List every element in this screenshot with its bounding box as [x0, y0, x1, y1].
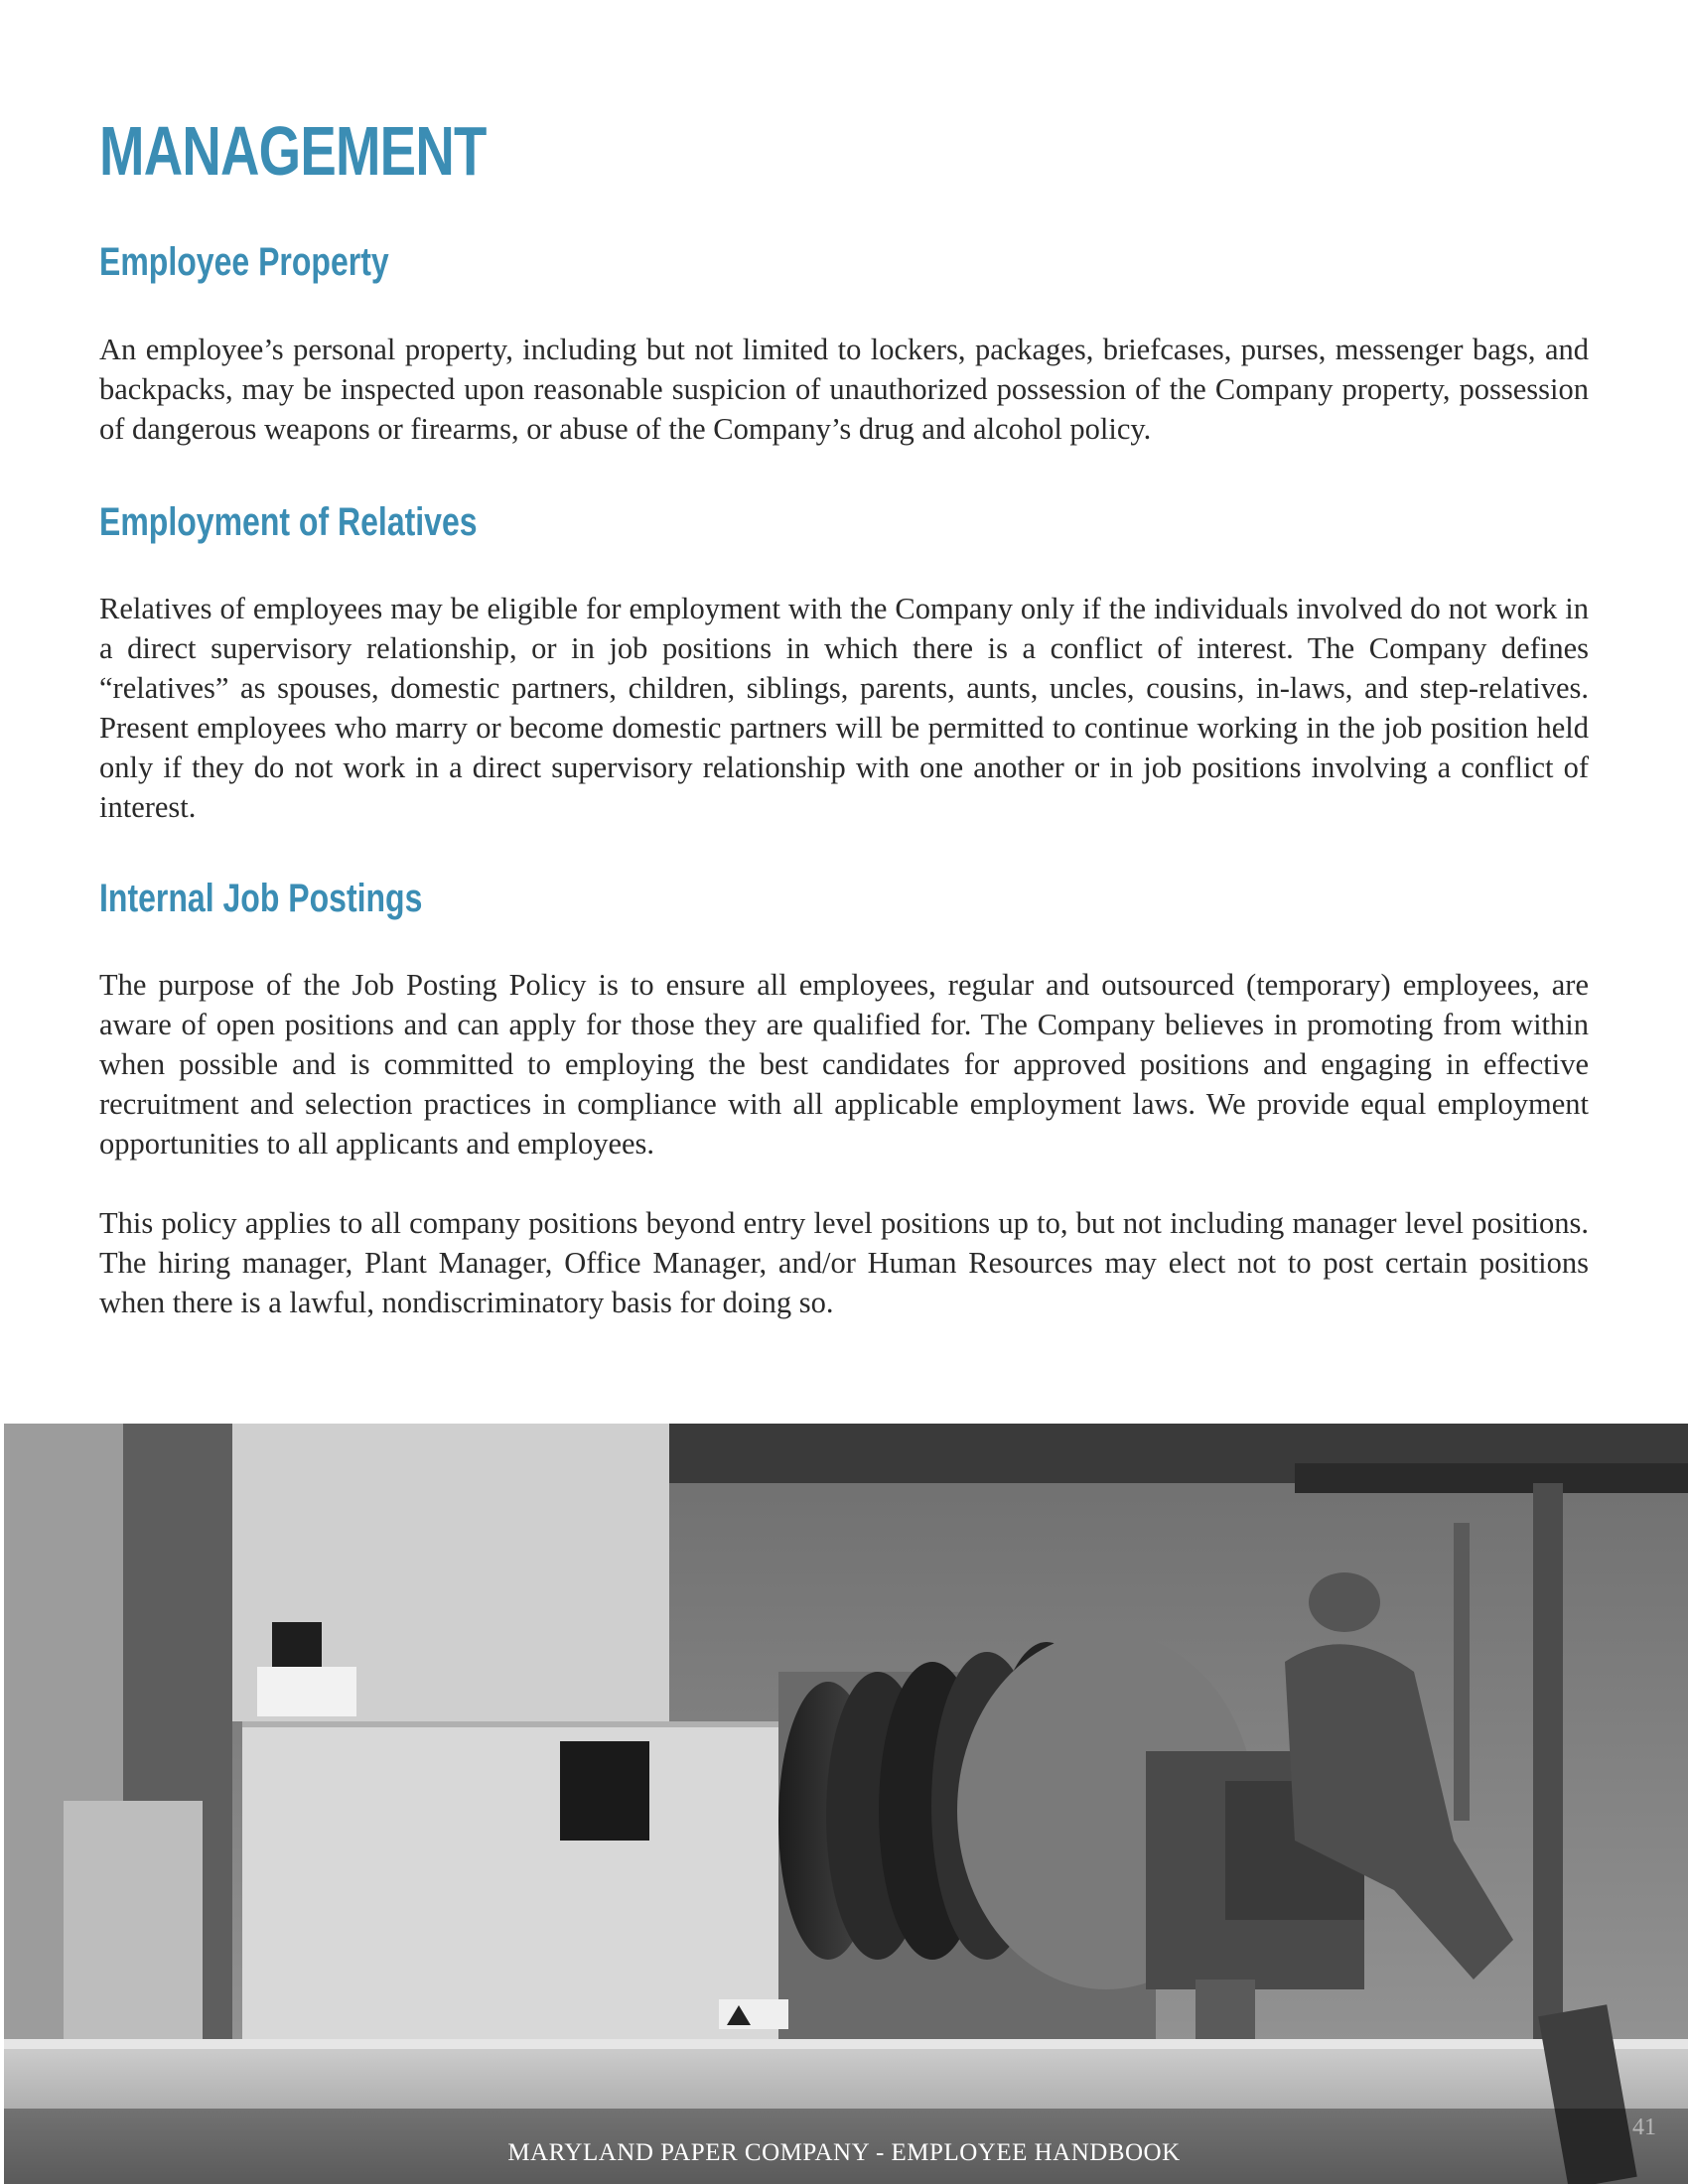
section-heading-internal-job-postings: Internal Job Postings [99, 877, 423, 920]
paragraph-employment-of-relatives: Relatives of employees may be eligible for employment with the Company only if the individuals involved do not work in a direct supervisory relationship, or in job positions in which there is a conflict of interest. The Company defines “relatives” as spouses, domestic partners, children, siblings, parents, aunts, uncles, cousins, in-laws, and step-relatives. Present employees who marry or become domestic partners will be permitted to continue working in the job position held only if they do not work in a direct supervisory relationship with one another or in job positions involving a conflict of interest. [99, 592, 1589, 824]
page-title: MANAGEMENT [99, 112, 487, 190]
paragraph-internal-job-postings-1: The purpose of the Job Posting Policy is to ensure all employees, regular and outsourced (temporary) employees, are aware of open positions and can apply for those they are qualified for. The Company believes in promoting from within when possible and is committed to employing the best candidates for approved positions and engaging in effective recruitment and selection practices in compliance with all applicable employment laws. We provide equal employment opportunities to all applicants and employees. [99, 968, 1589, 1160]
section-heading-employee-property: Employee Property [99, 240, 389, 284]
factory-machinery-photo [4, 1424, 1688, 2184]
section-heading-employment-of-relatives: Employment of Relatives [99, 500, 478, 544]
paragraph-internal-job-postings-2: This policy applies to all company positions beyond entry level positions up to, but not including manager level positions. The hiring manager, Plant Manager, Office Manager, and/or Human Resources may elect not to post certain positions when there is a lawful, nondiscriminatory basis for doing so. [99, 1206, 1589, 1319]
paragraph-employee-property: An employee’s personal property, including but not limited to lockers, packages, briefcases, purses, messenger bags, and backpacks, may be inspected upon reasonable suspicion of unauthorized possession of the Company property, possession of dangerous weapons or firearms, or abuse of the Company’s drug and alcohol policy. [99, 333, 1589, 446]
footer-text: MARYLAND PAPER COMPANY - EMPLOYEE HANDBOOK [507, 2139, 1181, 2166]
page-number: 41 [1632, 2115, 1656, 2140]
